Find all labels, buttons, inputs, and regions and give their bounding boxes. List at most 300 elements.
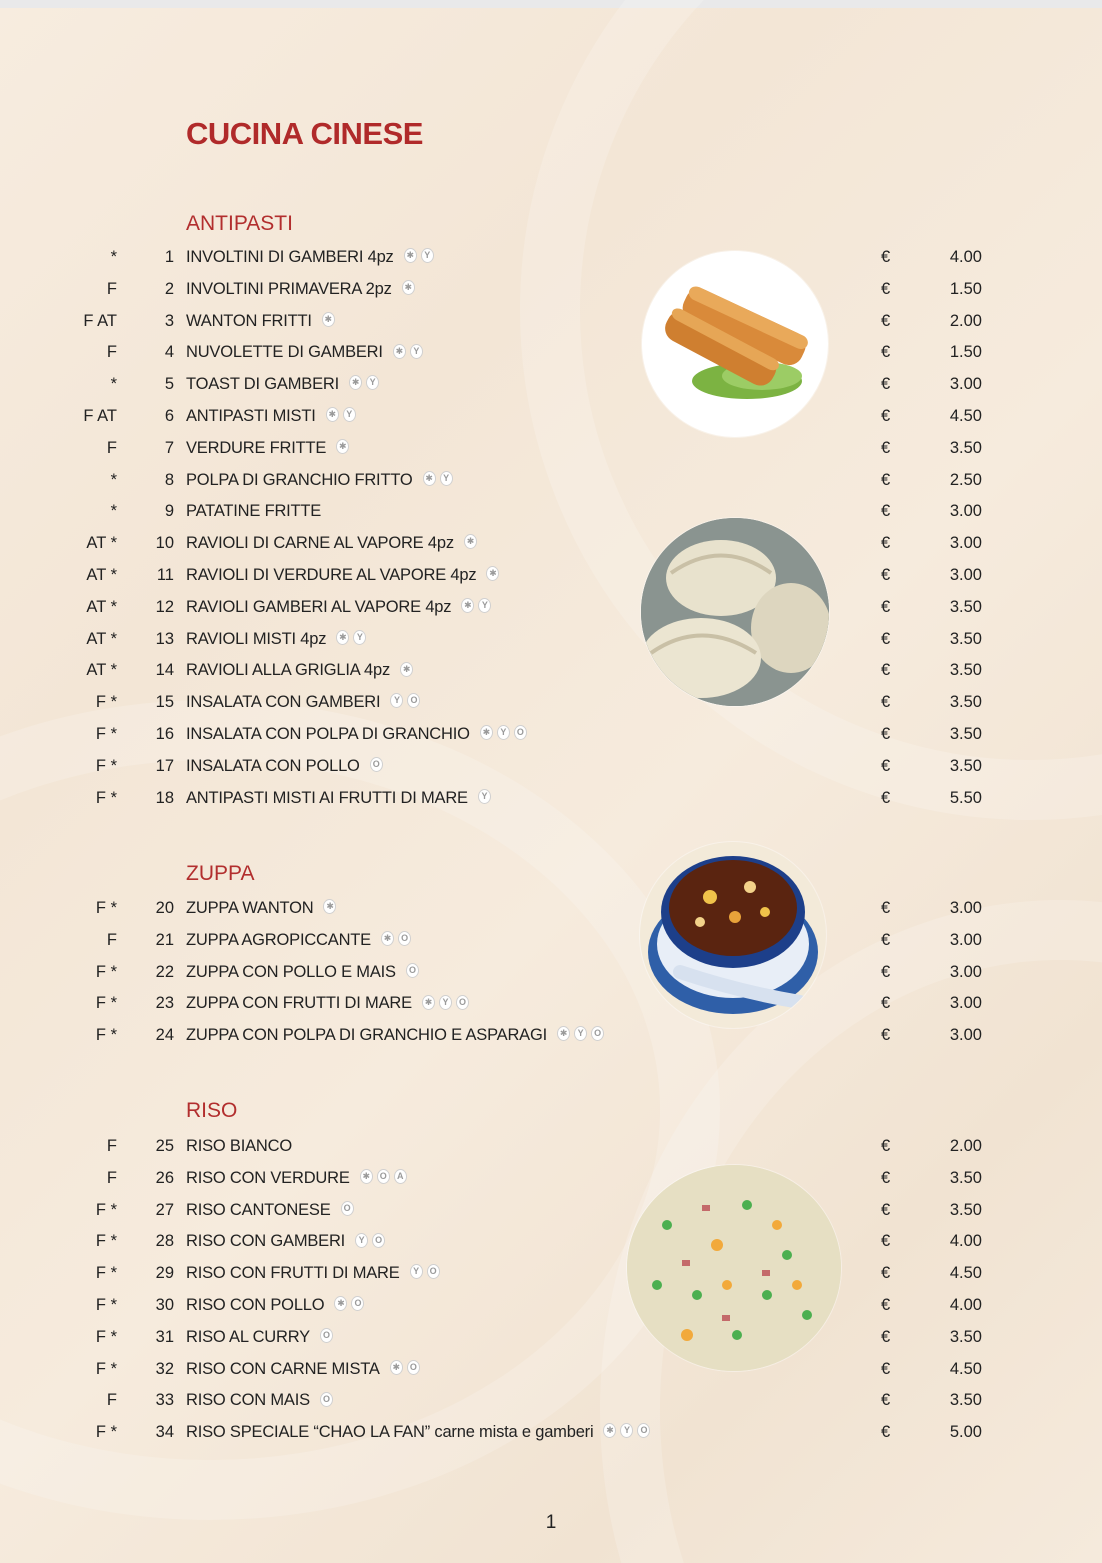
item-code: * xyxy=(110,375,117,394)
item-code: AT * xyxy=(86,661,117,680)
item-name-wrapper xyxy=(186,1131,292,1161)
currency-symbol: € xyxy=(881,1137,891,1155)
gluten-icon: ✱ xyxy=(390,1360,403,1375)
item-code: F * xyxy=(95,899,117,917)
item-number: 17 xyxy=(155,756,174,775)
fried-rice-photo xyxy=(627,1165,841,1371)
item-name: RAVIOLI ALLA GRIGLIA 4pz xyxy=(186,661,391,680)
currency-symbol: € xyxy=(881,1168,891,1187)
shellfish-icon: Y xyxy=(355,1233,368,1248)
item-price: 4.00 xyxy=(949,1232,982,1251)
item-price: 3.00 xyxy=(949,962,982,981)
item-name: INSALATA CON POLLO xyxy=(186,756,360,775)
item-number: 27 xyxy=(155,1200,174,1219)
item-name-wrapper xyxy=(186,893,336,923)
item-number: 2 xyxy=(164,279,174,298)
item-code: F * xyxy=(95,1327,117,1346)
item-number: 10 xyxy=(155,534,174,553)
item-price: 3.00 xyxy=(949,566,982,584)
item-name-wrapper xyxy=(186,337,423,367)
item-name: ZUPPA CON POLPA DI GRANCHIO E ASPARAGI xyxy=(186,1026,547,1045)
item-name-wrapper xyxy=(186,465,453,495)
currency-symbol: € xyxy=(881,534,891,553)
item-name-wrapper xyxy=(186,925,411,955)
item-name: WANTON FRITTI xyxy=(186,311,312,330)
item-code: F AT xyxy=(83,407,117,425)
item-code: F xyxy=(106,279,117,298)
allergen-icons xyxy=(461,598,491,613)
item-code: F xyxy=(106,343,117,362)
allergen-icons xyxy=(478,789,491,804)
gluten-icon: ✱ xyxy=(422,995,435,1010)
item-name: RAVIOLI MISTI 4pz xyxy=(186,629,327,648)
menu-item xyxy=(0,988,1102,1018)
item-code: F xyxy=(106,1137,117,1155)
section-title: RISO xyxy=(186,1099,238,1122)
gluten-icon: ✱ xyxy=(486,566,499,581)
egg-icon: O xyxy=(320,1392,333,1407)
item-name: INSALATA CON POLPA DI GRANCHIO xyxy=(186,725,470,743)
item-name-wrapper xyxy=(186,1195,354,1225)
gluten-icon: ✱ xyxy=(326,407,339,422)
item-code: F * xyxy=(95,1264,117,1283)
egg-icon: O xyxy=(637,1423,650,1438)
allergen-icons xyxy=(557,1026,604,1041)
item-number: 9 xyxy=(164,502,174,521)
item-number: 5 xyxy=(164,375,174,394)
menu-item xyxy=(0,1417,1102,1447)
gluten-icon: ✱ xyxy=(557,1026,570,1041)
allergen-icons xyxy=(349,375,379,390)
item-price: 3.50 xyxy=(949,661,982,680)
shellfish-icon: Y xyxy=(390,693,403,708)
egg-icon: O xyxy=(372,1233,385,1248)
item-name-wrapper xyxy=(186,624,366,654)
currency-symbol: € xyxy=(881,1391,891,1410)
item-number: 32 xyxy=(155,1359,174,1378)
allergen-icons xyxy=(406,963,419,978)
item-code: F * xyxy=(95,1026,117,1045)
item-name-wrapper xyxy=(186,242,434,272)
menu-item xyxy=(0,719,1102,749)
shellfish-icon: Y xyxy=(366,375,379,390)
currency-symbol: € xyxy=(881,1232,891,1251)
item-name: INVOLTINI DI GAMBERI 4pz xyxy=(186,248,394,266)
item-number: 22 xyxy=(155,962,174,981)
allergen-icons xyxy=(393,344,423,359)
allergen-icons xyxy=(410,1264,440,1279)
item-number: 8 xyxy=(164,470,174,489)
menu-item xyxy=(0,1354,1102,1384)
currency-symbol: € xyxy=(881,343,891,362)
item-name-wrapper xyxy=(186,655,413,685)
currency-symbol: € xyxy=(881,597,891,616)
item-price: 3.50 xyxy=(949,1391,982,1410)
item-name: ANTIPASTI MISTI AI FRUTTI DI MARE xyxy=(186,788,468,807)
egg-icon: O xyxy=(407,1360,420,1375)
menu-item xyxy=(0,274,1102,304)
allergen-icons xyxy=(390,1360,420,1375)
currency-symbol: € xyxy=(881,1296,891,1314)
allergen-icons xyxy=(360,1169,407,1184)
allergen-icons xyxy=(486,566,499,581)
currency-symbol: € xyxy=(881,930,891,949)
top-border xyxy=(0,0,1102,8)
item-name-wrapper xyxy=(186,1322,333,1352)
menu-item xyxy=(0,1195,1102,1225)
allergen-icons xyxy=(336,630,366,645)
item-code: AT * xyxy=(86,534,117,553)
item-name-wrapper xyxy=(186,1226,385,1256)
currency-symbol: € xyxy=(881,438,891,457)
allergen-icons xyxy=(355,1233,385,1248)
item-name-wrapper xyxy=(186,751,383,781)
item-price: 3.50 xyxy=(949,1168,982,1187)
item-number: 18 xyxy=(155,788,174,807)
item-name-wrapper xyxy=(186,783,491,813)
allergen-icons xyxy=(341,1201,354,1216)
egg-icon: O xyxy=(377,1169,390,1184)
shellfish-icon: Y xyxy=(353,630,366,645)
item-name-wrapper xyxy=(186,496,321,526)
gluten-icon: ✱ xyxy=(334,1296,347,1311)
item-price: 3.00 xyxy=(949,534,982,553)
shellfish-icon: Y xyxy=(439,995,452,1010)
item-price: 3.00 xyxy=(949,1026,982,1045)
currency-symbol: € xyxy=(881,375,891,394)
item-number: 26 xyxy=(155,1168,174,1187)
allergen-icons xyxy=(402,280,415,295)
gluten-icon: ✱ xyxy=(461,598,474,613)
item-price: 3.50 xyxy=(949,756,982,775)
item-name: RISO CON POLLO xyxy=(186,1296,325,1314)
item-code: F * xyxy=(95,1296,117,1314)
item-name: RISO CON CARNE MISTA xyxy=(186,1359,380,1378)
menu-item xyxy=(0,1290,1102,1320)
menu-item xyxy=(0,783,1102,813)
item-name-wrapper xyxy=(186,1385,333,1415)
item-number: 4 xyxy=(164,343,174,362)
gluten-icon: ✱ xyxy=(336,439,349,454)
item-price: 3.50 xyxy=(949,597,982,616)
item-code: AT * xyxy=(86,566,117,584)
item-number: 21 xyxy=(155,930,174,949)
item-number: 34 xyxy=(155,1423,174,1442)
menu-item xyxy=(0,925,1102,955)
item-price: 5.50 xyxy=(949,788,982,807)
item-number: 1 xyxy=(164,248,174,266)
egg-icon: O xyxy=(351,1296,364,1311)
shellfish-icon: Y xyxy=(343,407,356,422)
menu-item xyxy=(0,687,1102,717)
item-price: 4.00 xyxy=(949,248,982,266)
item-code: F * xyxy=(95,1359,117,1378)
currency-symbol: € xyxy=(881,1026,891,1045)
soup-photo xyxy=(640,842,826,1028)
item-price: 2.50 xyxy=(949,470,982,489)
item-name-wrapper xyxy=(186,1354,420,1384)
menu-item xyxy=(0,751,1102,781)
currency-symbol: € xyxy=(881,566,891,584)
currency-symbol: € xyxy=(881,1359,891,1378)
menu-item xyxy=(0,957,1102,987)
item-code: F xyxy=(106,930,117,949)
item-price: 3.50 xyxy=(949,693,982,712)
item-name: TOAST DI GAMBERI xyxy=(186,375,339,394)
item-code: AT * xyxy=(86,597,117,616)
menu-item xyxy=(0,1131,1102,1161)
currency-symbol: € xyxy=(881,1423,891,1442)
item-name-wrapper xyxy=(186,401,356,431)
shellfish-icon: Y xyxy=(497,725,510,740)
gluten-icon: ✱ xyxy=(349,375,362,390)
item-number: 30 xyxy=(155,1296,174,1314)
item-name: RISO BIANCO xyxy=(186,1137,292,1155)
peanut-icon: A xyxy=(394,1169,407,1184)
item-name: RISO SPECIALE “CHAO LA FAN” xyxy=(186,1423,431,1442)
shellfish-icon: Y xyxy=(410,1264,423,1279)
item-number: 29 xyxy=(155,1264,174,1283)
item-name: ZUPPA WANTON xyxy=(186,899,314,917)
currency-symbol: € xyxy=(881,629,891,648)
item-price: 2.00 xyxy=(949,311,982,330)
menu-item xyxy=(0,1020,1102,1050)
allergen-icons xyxy=(334,1296,364,1311)
item-price: 3.50 xyxy=(949,629,982,648)
item-number: 16 xyxy=(155,725,174,743)
item-name-suffix: carne mista e gamberi xyxy=(430,1423,594,1442)
item-number: 15 xyxy=(155,693,174,712)
item-name: INSALATA CON GAMBERI xyxy=(186,693,381,712)
currency-symbol: € xyxy=(881,279,891,298)
gluten-icon: ✱ xyxy=(393,344,406,359)
item-number: 24 xyxy=(155,1026,174,1045)
currency-symbol: € xyxy=(881,756,891,775)
menu-item xyxy=(0,624,1102,654)
item-name: PATATINE FRITTE xyxy=(186,502,322,521)
currency-symbol: € xyxy=(881,1327,891,1346)
allergen-icons xyxy=(422,995,469,1010)
gluten-icon: ✱ xyxy=(480,725,493,740)
item-number: 31 xyxy=(155,1327,174,1346)
item-name: RISO CON MAIS xyxy=(186,1391,310,1410)
currency-symbol: € xyxy=(881,248,891,266)
item-price: 3.00 xyxy=(949,375,982,394)
shellfish-icon: Y xyxy=(620,1423,633,1438)
item-number: 20 xyxy=(155,899,174,917)
dumplings-photo xyxy=(641,518,829,706)
allergen-icons xyxy=(400,662,413,677)
item-number: 12 xyxy=(155,597,174,616)
menu-item xyxy=(0,369,1102,399)
menu-item xyxy=(0,465,1102,495)
item-code: F * xyxy=(95,725,117,743)
menu-item xyxy=(0,496,1102,526)
egg-icon: O xyxy=(591,1026,604,1041)
item-price: 3.50 xyxy=(949,725,982,743)
menu-item xyxy=(0,893,1102,923)
item-name: ZUPPA CON POLLO E MAIS xyxy=(186,962,396,981)
item-code: F * xyxy=(95,1200,117,1219)
item-price: 4.50 xyxy=(949,1264,982,1283)
item-name: RISO AL CURRY xyxy=(186,1327,310,1346)
shellfish-icon: Y xyxy=(421,248,434,263)
menu-item xyxy=(0,242,1102,272)
item-name-wrapper xyxy=(186,719,527,749)
egg-icon: O xyxy=(456,995,469,1010)
section-title: ZUPPA xyxy=(186,862,255,885)
item-number: 3 xyxy=(164,311,174,330)
item-number: 7 xyxy=(164,438,174,457)
item-name-wrapper xyxy=(186,1258,440,1288)
item-name-wrapper xyxy=(186,560,499,590)
item-name: RISO CON GAMBERI xyxy=(186,1232,346,1251)
shellfish-icon: Y xyxy=(574,1026,587,1041)
menu-item xyxy=(0,528,1102,558)
item-name-wrapper xyxy=(186,988,469,1018)
gluten-icon: ✱ xyxy=(400,662,413,677)
item-name-wrapper xyxy=(186,1163,407,1193)
item-price: 3.50 xyxy=(949,1327,982,1346)
menu-item xyxy=(0,306,1102,336)
item-number: 25 xyxy=(155,1137,174,1155)
item-name: RISO CON VERDURE xyxy=(186,1168,350,1187)
item-price: 3.00 xyxy=(949,502,982,521)
item-name-wrapper xyxy=(186,687,420,717)
egg-icon: O xyxy=(514,725,527,740)
menu-item xyxy=(0,1258,1102,1288)
currency-symbol: € xyxy=(881,1264,891,1283)
item-number: 14 xyxy=(155,661,174,680)
item-name: INVOLTINI PRIMAVERA 2pz xyxy=(186,279,392,298)
shellfish-icon: Y xyxy=(410,344,423,359)
item-number: 11 xyxy=(156,566,174,584)
item-price: 3.00 xyxy=(949,899,982,917)
item-price: 3.00 xyxy=(949,994,982,1013)
spring-rolls-photo xyxy=(642,251,828,437)
allergen-icons xyxy=(322,312,335,327)
gluten-icon: ✱ xyxy=(381,931,394,946)
currency-symbol: € xyxy=(881,407,891,425)
item-name: ZUPPA CON FRUTTI DI MARE xyxy=(186,994,412,1013)
item-code: * xyxy=(110,470,117,489)
item-code: F * xyxy=(95,693,117,712)
item-price: 2.00 xyxy=(949,1137,982,1155)
gluten-icon: ✱ xyxy=(360,1169,373,1184)
currency-symbol: € xyxy=(881,725,891,743)
currency-symbol: € xyxy=(881,994,891,1013)
section-title: ANTIPASTI xyxy=(186,212,293,235)
item-code: * xyxy=(110,502,117,521)
item-price: 4.50 xyxy=(949,1359,982,1378)
menu-item xyxy=(0,560,1102,590)
allergen-icons xyxy=(390,693,420,708)
allergen-icons xyxy=(464,534,477,549)
item-code: F * xyxy=(95,1423,117,1442)
item-name-wrapper xyxy=(186,274,415,304)
gluten-icon: ✱ xyxy=(402,280,415,295)
gluten-icon: ✱ xyxy=(603,1423,616,1438)
item-name: RAVIOLI DI VERDURE AL VAPORE 4pz xyxy=(186,566,477,584)
allergen-icons xyxy=(323,899,336,914)
item-name-wrapper xyxy=(186,369,379,399)
item-price: 3.00 xyxy=(949,930,982,949)
currency-symbol: € xyxy=(881,962,891,981)
item-number: 28 xyxy=(155,1232,174,1251)
item-name-wrapper xyxy=(186,1417,650,1447)
item-code: F xyxy=(106,1391,117,1410)
currency-symbol: € xyxy=(881,470,891,489)
item-number: 13 xyxy=(155,629,174,648)
egg-icon: O xyxy=(427,1264,440,1279)
item-code: F * xyxy=(95,994,117,1013)
menu-item xyxy=(0,592,1102,622)
menu-item xyxy=(0,401,1102,431)
currency-symbol: € xyxy=(881,788,891,807)
gluten-icon: ✱ xyxy=(404,248,417,263)
item-code: F xyxy=(106,438,117,457)
item-code: F AT xyxy=(83,311,117,330)
item-price: 4.50 xyxy=(949,407,982,425)
allergen-icons xyxy=(381,931,411,946)
currency-symbol: € xyxy=(881,502,891,521)
item-number: 6 xyxy=(164,407,174,425)
currency-symbol: € xyxy=(881,661,891,680)
allergen-icons xyxy=(603,1423,650,1438)
item-name: RISO CANTONESE xyxy=(186,1200,331,1219)
allergen-icons xyxy=(320,1328,333,1343)
allergen-icons xyxy=(326,407,356,422)
item-name-wrapper xyxy=(186,306,335,336)
currency-symbol: € xyxy=(881,311,891,330)
menu-item xyxy=(0,1385,1102,1415)
menu-item xyxy=(0,337,1102,367)
item-code: * xyxy=(110,248,117,266)
egg-icon: O xyxy=(341,1201,354,1216)
allergen-icons xyxy=(404,248,434,263)
item-code: F * xyxy=(95,756,117,775)
currency-symbol: € xyxy=(881,1200,891,1219)
item-code: AT * xyxy=(86,629,117,648)
allergen-icons xyxy=(480,725,527,740)
page-title: CUCINA CINESE xyxy=(186,116,423,151)
menu-item xyxy=(0,1226,1102,1256)
item-price: 1.50 xyxy=(949,279,982,298)
item-price: 3.50 xyxy=(949,1200,982,1219)
item-number: 23 xyxy=(155,994,174,1013)
menu-item xyxy=(0,655,1102,685)
item-name: POLPA DI GRANCHIO FRITTO xyxy=(186,470,413,489)
item-code: F xyxy=(106,1168,117,1187)
item-name: RAVIOLI DI CARNE AL VAPORE 4pz xyxy=(186,534,454,553)
item-price: 5.00 xyxy=(949,1423,982,1442)
menu-item xyxy=(0,1322,1102,1352)
menu-item xyxy=(0,433,1102,463)
item-name-wrapper xyxy=(186,1020,604,1050)
shellfish-icon: Y xyxy=(440,471,453,486)
gluten-icon: ✱ xyxy=(322,312,335,327)
item-name: ZUPPA AGROPICCANTE xyxy=(186,930,371,949)
gluten-icon: ✱ xyxy=(323,899,336,914)
gluten-icon: ✱ xyxy=(336,630,349,645)
item-name: RAVIOLI GAMBERI AL VAPORE 4pz xyxy=(186,597,452,616)
item-name: NUVOLETTE DI GAMBERI xyxy=(186,343,383,362)
shellfish-icon: Y xyxy=(478,598,491,613)
egg-icon: O xyxy=(398,931,411,946)
menu-item xyxy=(0,1163,1102,1193)
item-name-wrapper xyxy=(186,433,349,463)
item-price: 3.50 xyxy=(949,438,982,457)
